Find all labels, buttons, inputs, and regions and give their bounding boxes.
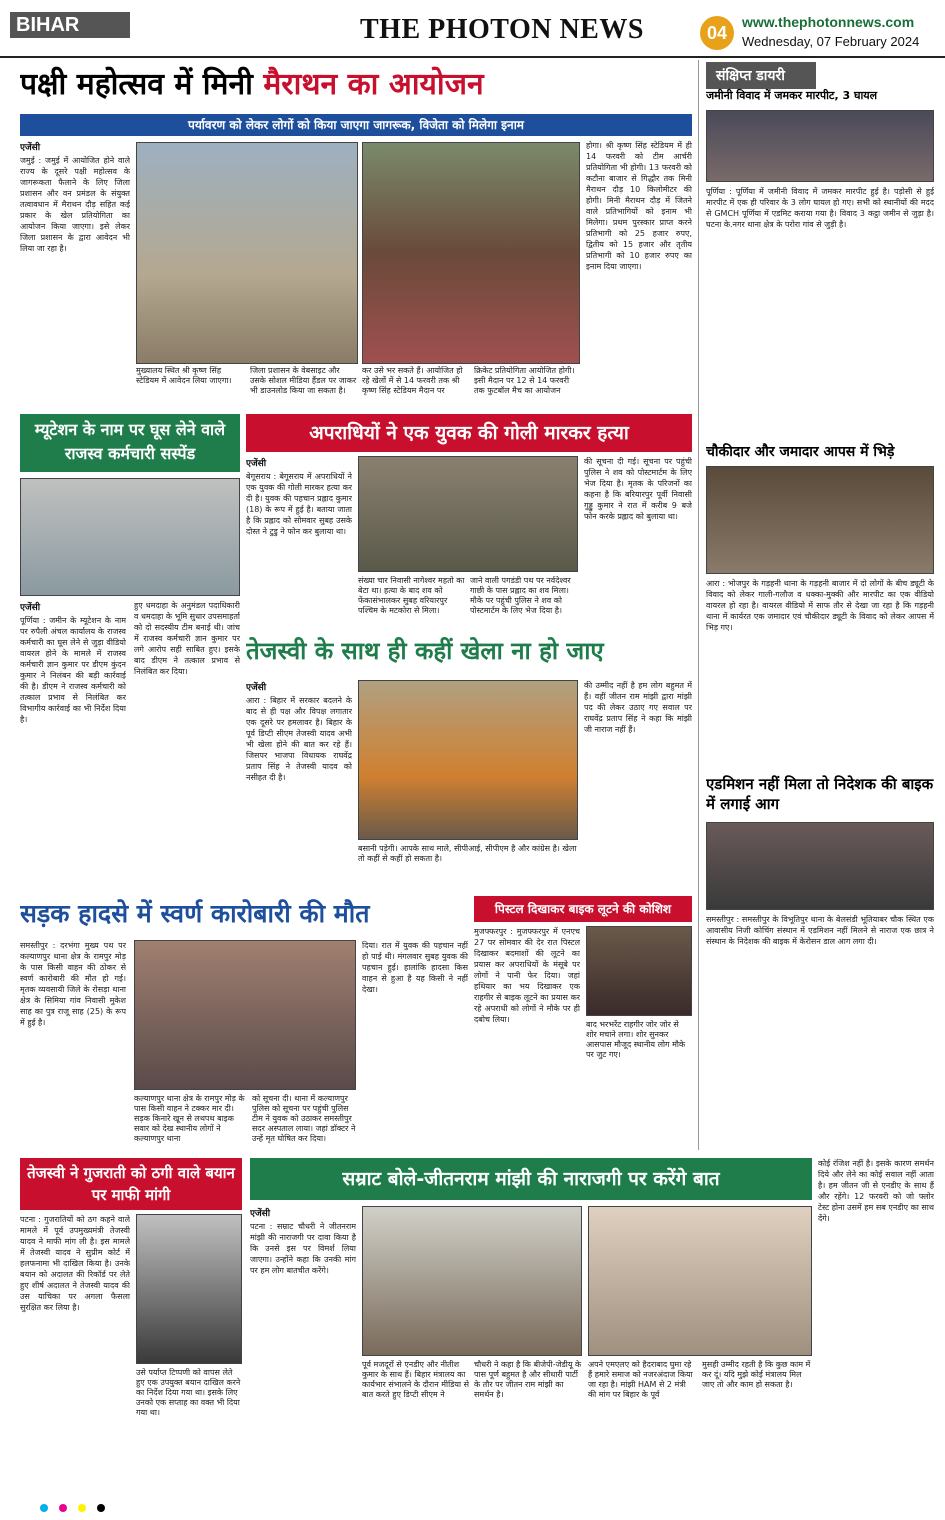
suspect-photo bbox=[586, 926, 692, 1016]
crime-scene-photo bbox=[358, 456, 578, 572]
tejashwi2-text: पटना : गुजरातियों को ठग कहने वाले मामले में पूर्व उपमुख्यमंत्री तेजस्वी यादव ने माफी मांग ली है। इस मामले में तेजस्वी यादव ने सुप्रीम कोर्ट में हलफनामा भी दाखिल किया है। उनके बयान को अदालत की रिकॉर्ड पर लेते हुए शीर्ष अदालत ने तेजस्वी यादव की उस याचिका पर अगला फैसला सुरक्षित कर लिया है। bbox=[20, 1215, 130, 1312]
accident-caption: कल्याणपुर थाना क्षेत्र के रामपुर मोड़ के पास किसी वाहन ने टक्कर मार दी। सड़क किनारे खून से लथपथ बाइक सवार को देख स्थानीय लोगों ने कल्याणपुर थाना bbox=[134, 1094, 245, 1143]
manjhi-photo bbox=[588, 1206, 812, 1356]
lead-text1: जमुई : जमुई में आयोजित होने वाले राज्य के दूसरे पक्षी महोत्सव के जागरूकता फैलाने के लिए जिला प्रशासन और वन प्रमंडल के संयुक्त तत्वावधान में मैराथन दौड़ सहित कई प्रकार के खेल प्रतियोगिता का आयोजन किया जाएगा। इसे लेकर जिला प्रशासन के द्वारा आवेदन भी लिया जा रहा है। bbox=[20, 156, 130, 253]
marathon-runners-photo bbox=[362, 142, 580, 364]
samrat-photo bbox=[362, 1206, 582, 1356]
murder-col1 bbox=[246, 456, 352, 626]
murder-headline: अपराधियों ने एक युवक की गोली मारकर हत्या bbox=[246, 414, 692, 452]
print-registration-strip bbox=[0, 1500, 945, 1516]
tejashwi2-headline: तेजस्वी ने गुजराती को ठगी वाले बयान पर माफी मांगी bbox=[20, 1158, 242, 1210]
tejashwi-caption: बसानी पड़ेगी। आपके साथ माले, सीपीआई, सीपीएम है और कांग्रेस है। खेला तो कहीं से कहीं हो सकता है। bbox=[358, 844, 577, 863]
murder-caption2: जाने वाली पगडंडी पथ पर नर्वदेश्वर गाछी के पास प्रह्लाद का शव मिला। मौके पर पहुंची पुलिस ने शव को पोस्टमार्टम के लिए भेज दिया है। bbox=[470, 576, 571, 615]
mutation-text: पूर्णिया : जमीन के म्यूटेशन के नाम पर रुपैली अंचल कार्यालय के राजस्व कर्मचारी का घूस लेने से जुड़ा वीडियो वायरल होने के मामले में राजस्व कर्मचारी ज्ञान कुमार पर डीएम कुंदन कुमार ने निलंबन की बड़ी कार्रवाई की है। डीएम ने राजस्व कर्मचारी को तत्काल प्रभाव से निलंबित कर विभागीय कार्रवाई का भी निर्देश दिया है। bbox=[20, 616, 126, 724]
mutation-byline: एजेंसी bbox=[20, 603, 41, 613]
issue-date: Wednesday, 07 February 2024 bbox=[742, 34, 920, 49]
samrat-headline: सम्राट बोले-जीतनराम मांझी की नाराजगी पर करेंगे बात bbox=[250, 1158, 812, 1200]
black-dot bbox=[97, 1504, 105, 1512]
mutation-text2: हुए धमदाहा के अनुमंडल पदाधिकारी व धमदाहा के भूमि सुधार उपसमाहर्ता को दो सदस्यीय टीम बनाई थी। जांच में राजस्व कर्मचारी ज्ञान कुमार पर लगे आरोप सही साबित हुए। इसके बाद डीएम ने तत्काल प्रभाव से निलंबित कर दिया। bbox=[134, 601, 240, 676]
lead-byline: एजेंसी bbox=[20, 143, 41, 153]
pistol-caption: बाद भरभरेंट राहगीर जोर जोर से शोर मचाने लगा। शोर सुनकर आसपास मौजूद स्थानीय लोग मौके पर जुट गए। bbox=[586, 1020, 686, 1059]
bike-fire-photo bbox=[706, 822, 934, 910]
lead-headline-black: पक्षी महोत्सव में मिनी bbox=[20, 67, 264, 102]
sidebar-story3-text: समस्तीपुर : समस्तीपुर के विभूतिपुर थाना के बेलसंडी भूतियाबर चौक स्थित एक आवासीय निजी कोचिंग संस्थान में एडमिशन नहीं मिलने से नाराज एक छात्र ने संस्थान के निदेशक की बाइक में केरोसन डाल आग लगा दी। bbox=[706, 915, 934, 946]
page-number: 04 bbox=[700, 16, 734, 50]
sidebar-story1-headline: जमीनी विवाद में जमकर मारपीट, 3 घायल bbox=[706, 89, 878, 102]
samrat-caption4: मुसही उम्मीद रहती है कि कुछ काम में कर दूं। यदि मुझे कोई मंत्रालय मिल जाए तो और काम हो सकता है। bbox=[702, 1360, 811, 1389]
lead-col1 bbox=[20, 140, 130, 390]
murder-byline: एजेंसी bbox=[246, 459, 267, 469]
edition-label: BIHAR bbox=[10, 12, 130, 38]
tejashwi2-text2: उसे पर्याप्त टिप्पणी को वापस लेते हुए एक उपयुक्त बयान दाखिल करने का निर्देश दिया गया था। इसके लिए उनको एक सप्ताह का वक्त भी दिया गया था। bbox=[136, 1368, 241, 1417]
masthead bbox=[0, 0, 945, 58]
lead-headline-red: मैराथन का आयोजन bbox=[263, 67, 484, 102]
lead-caption3: कर उसे भर सकते हैं। आयोजित हो रहे खेलों में से 14 फरवरी तक श्री कृष्ण सिंह स्टेडियम मैदान पर bbox=[362, 366, 463, 395]
yellow-dot bbox=[78, 1504, 86, 1512]
samrat-byline: एजेंसी bbox=[250, 1209, 271, 1219]
tejashwi-headline: तेजस्वी के साथ ही कहीं खेला ना हो जाए bbox=[246, 637, 604, 665]
tejashwi-col1 bbox=[246, 680, 352, 890]
sidebar-title: संक्षिप्त डायरी bbox=[706, 62, 816, 89]
lead-caption4: क्रिकेट प्रतियोगिता आयोजित होगी। इसी मैदान पर 12 से 14 फरवरी तक फुटबॉल मैच का आयोजन bbox=[474, 366, 575, 395]
sidebar-story3-headline: एडमिशन नहीं मिला तो निदेशक की बाइक में लगाई आग bbox=[706, 775, 934, 813]
accident-photo bbox=[134, 940, 356, 1090]
cyan-dot bbox=[40, 1504, 48, 1512]
tejashwi-byline: एजेंसी bbox=[246, 683, 267, 693]
samrat-text2: कोई रंजिश नहीं है। इसके कारण समर्थन दिये और लेने का कोई सवाल नहीं आता है। हम जीतन जी से एनडीए के साथ हैं और रहेंगे। 12 फरवरी को जो फ्लोर टेस्ट होना उसमें हम सब एनडीए का साथ देंगे। bbox=[818, 1159, 934, 1223]
injured-man-photo bbox=[706, 110, 934, 182]
murder-text2: की सूचना दी गई। सूचना पर पहुंची पुलिस ने शव को पोस्टमार्टम के लिए भेज दिया है। मृतक के परिजनों का कहना है कि बरियारपुर पूर्वी निवासी गुड्डु कुमार ने रात में करीब 9 बजे फोन करके प्रह्लाद को बुलाया था। bbox=[584, 457, 692, 521]
lead-text2: होगा। श्री कृष्ण सिंह स्टेडियम में ही 14 फरवरी को टीम आर्चरी प्रतियोगिता भी होगी। 13 फरवरी को कटौना बाजार से गिद्धौर तक मिनी मैराथन दौड़ 10 किलोमीटर की होगी। मिनी मैराथन दौड़ में जितने वाले प्रतिभागियों को इनाम भी मिलेगा। प्रथम पुरस्कार प्राप्त करने प्रतिभागी को 25 हजार रुपए, द्वितीय को 15 हजार और तृतीय प्रतिभागी को 10 हजार रुपए का इनाम दिया जाएगा। bbox=[586, 141, 692, 271]
murder-caption: संख्या चार निवासी नागेश्वर महतो का बेटा था। हत्या के बाद शव को फेंकासंभालकर सुबह वरियारपुर पश्चिम के मटकोरा से मिला। bbox=[358, 576, 465, 615]
accident-text: समस्तीपुर : दरभंगा मुख्य पथ पर कल्याणपुर थाना क्षेत्र के रामपुर मोड़ के पास किसी वाहन की ठोकर से स्वर्ण कारोबारी की मौत हो गई। मृतक व्यवसायी जिले के रोसड़ा थाना क्षेत्र के सिमिया गांव निवासी मुकेश साह का पुत्र राजू साह (25) के रूप में हुई है। bbox=[20, 941, 126, 1027]
accident-headline: सड़क हादसे में स्वर्ण कारोबारी की मौत bbox=[20, 899, 370, 928]
lead-caption1: मुख्यालय स्थित श्री कृष्ण सिंह स्टेडियम में आवेदन लिया जाएगा। bbox=[136, 366, 232, 385]
lead-caption2: जिला प्रशासन के वेबसाइट और उसके सोशल मीडिया हैंडल पर जाकर भी डाउनलोड किया जा सकता है। bbox=[250, 366, 357, 395]
mla-photo bbox=[358, 680, 578, 840]
accident-text2: को सूचना दी। थाना में कल्याणपुर पुलिस को सूचना पर पहुंची पुलिस टीम ने युवक को उठाकर समस्तीपुर सदर अस्पताल लाया। जहां डॉक्टर ने उन्हें मृत घोषित कर दिया। bbox=[252, 1094, 356, 1143]
tejashwi-text: आरा : बिहार में सरकार बदलने के बाद से ही पक्ष और विपक्ष लगातार एक दूसरे पर हमलावर है। बिहार के पूर्व डिप्टी सीएम तेजस्वी यादव अभी भी खेला होने की बात कर रहे हैं। जिसपर भाजपा विधायक राघवेंद्र प्रताप सिंह ने तेजस्वी यादव को नसीहत दी है। bbox=[246, 696, 352, 782]
officer-car-photo bbox=[20, 478, 240, 596]
samrat-caption2: चौधरी ने कहा है कि बीजेपी-जेडीयू के पास पूर्ण बहुमत है और सीधारी पार्टी के तौर पर जीतन राम मांझी का समर्थन है। bbox=[474, 1360, 582, 1399]
magenta-dot bbox=[59, 1504, 67, 1512]
sidebar-story1-text: पूर्णिया : पूर्णिया में जमीनी विवाद में जमकर मारपीट हुई है। पड़ोसी से हुई मारपीट में एक ही परिवार के 3 लोग घायल हो गए। सभी को स्थानीयों की मदद से GMCH पूर्णिया में एडमिट कराया गया है। विवाद 3 कट्ठा जमीन से जुड़ा है। घटना के.नगर थाना क्षेत्र के परोरा गांव से जुड़ी है। bbox=[706, 187, 934, 229]
park-gate-photo bbox=[136, 142, 358, 364]
lead-subhead: पर्यावरण को लेकर लोगों को किया जाएगा जागरूक, विजेता को मिलेगा इनाम bbox=[20, 114, 692, 136]
mutation-col1 bbox=[20, 600, 126, 890]
samrat-caption3: अपने एमएलए को हैदराबाद घुमा रहे हैं हमारे समाज को नजरअंदाज किया जा रहा है। मांझी HAM से 2 मंत्री की मांग पर बिहार के पूर्व bbox=[588, 1360, 693, 1399]
website-link[interactable]: www.thephotonnews.com bbox=[742, 14, 915, 30]
accident-text3: दिया। रात में युवक की पहचान नहीं हो पाई थी। मंगलवार सुबह युवक की पहचान हुई। हालांकि हादसा किस वाहन से हुआ है यह किसी ने नहीं देखा। bbox=[362, 941, 468, 994]
samrat-caption: पूर्व मजदूरों से एनडीए और नीतीश कुमार के साथ हैं। बिहार मंत्रालय का कार्यभार संभालने के दौरान मीडिया से बात करते हुए डिप्टी सीएम ने bbox=[362, 1360, 470, 1399]
pistol-headline: पिस्टल दिखाकर बाइक लूटने की कोशिश bbox=[474, 896, 692, 922]
tejashwi-text2: की उम्मीद नहीं है हम लोग बहुमत में हैं। वहीं जीतन राम मांझी द्वारा मांझी पद की लेकर उठाए गए सवाल पर राघवेंद्र प्रताप सिंह ने कहा कि मांझी जी नाराज नहीं हैं। bbox=[584, 681, 692, 734]
sidebar-story2-headline: चौकीदार और जमादार आपस में भिड़े bbox=[706, 444, 895, 460]
murder-text: बेगूसराय : बेगूसराय में अपराधियों ने एक युवक की गोली मारकर हत्या कर दी है। युवक की पहचान प्रह्लाद कुमार (18) के रूप में हुई है। बताया जाता है कि प्रह्लाद को सोमवार सुबह उसके दोस्त ने टुडु ने फोन कर बुलाया था। bbox=[246, 472, 352, 536]
scuffle-photo bbox=[706, 466, 934, 574]
pistol-text: मुजफ्फरपुर : मुजफ्फरपुर में एनएच 27 पर सोमवार की देर रात पिस्टल दिखाकर बदमाशों की लूटने का प्रयास कर अपराधियों के मंसूबे पर लोगों ने पानी फेर दिया। जहां हथियार का भय दिखाकर एक राहगीर से बाइक लूटने का प्रयास कर रहे अपराधी को लोगों ने मौके पर ही दबोच लिया। bbox=[474, 927, 580, 1024]
tejashwi-portrait bbox=[136, 1214, 242, 1364]
mutation-headline: म्यूटेशन के नाम पर घूस लेने वाले राजस्व कर्मचारी सस्पेंड bbox=[20, 414, 240, 472]
samrat-text: पटना : सम्राट चौधरी ने जीतनराम मांझी की नाराजगी पर दावा किया है कि उनसे इस पर विमर्श लिया जाएगा। उन्होंने कहा कि उनकी मांग पर हम लोग बातचीत करेंगे। bbox=[250, 1222, 356, 1275]
samrat-col1 bbox=[250, 1206, 356, 1498]
paper-name: THE PHOTON NEWS bbox=[360, 14, 644, 45]
lead-headline bbox=[20, 62, 692, 112]
sidebar-divider bbox=[698, 60, 699, 1150]
sidebar-story2-text: आरा : भोजपुर के गड़हनी थाना के गड़हनी बाजार में दो लोगों के बीच ड्यूटी के विवाद को लेकर गाली-गलौज व धक्का-मुक्की और मारपीट का एक वीडियो वायरल हो रहा है। वायरल वीडियो में साफ तौर से देखा जा रहा है कि गड़हनी थाना में कार्यरत एक जमादार एवं चौकीदार ड्यूटी के विवाद को लेकर आपस में भिड़ गए। bbox=[706, 579, 934, 632]
